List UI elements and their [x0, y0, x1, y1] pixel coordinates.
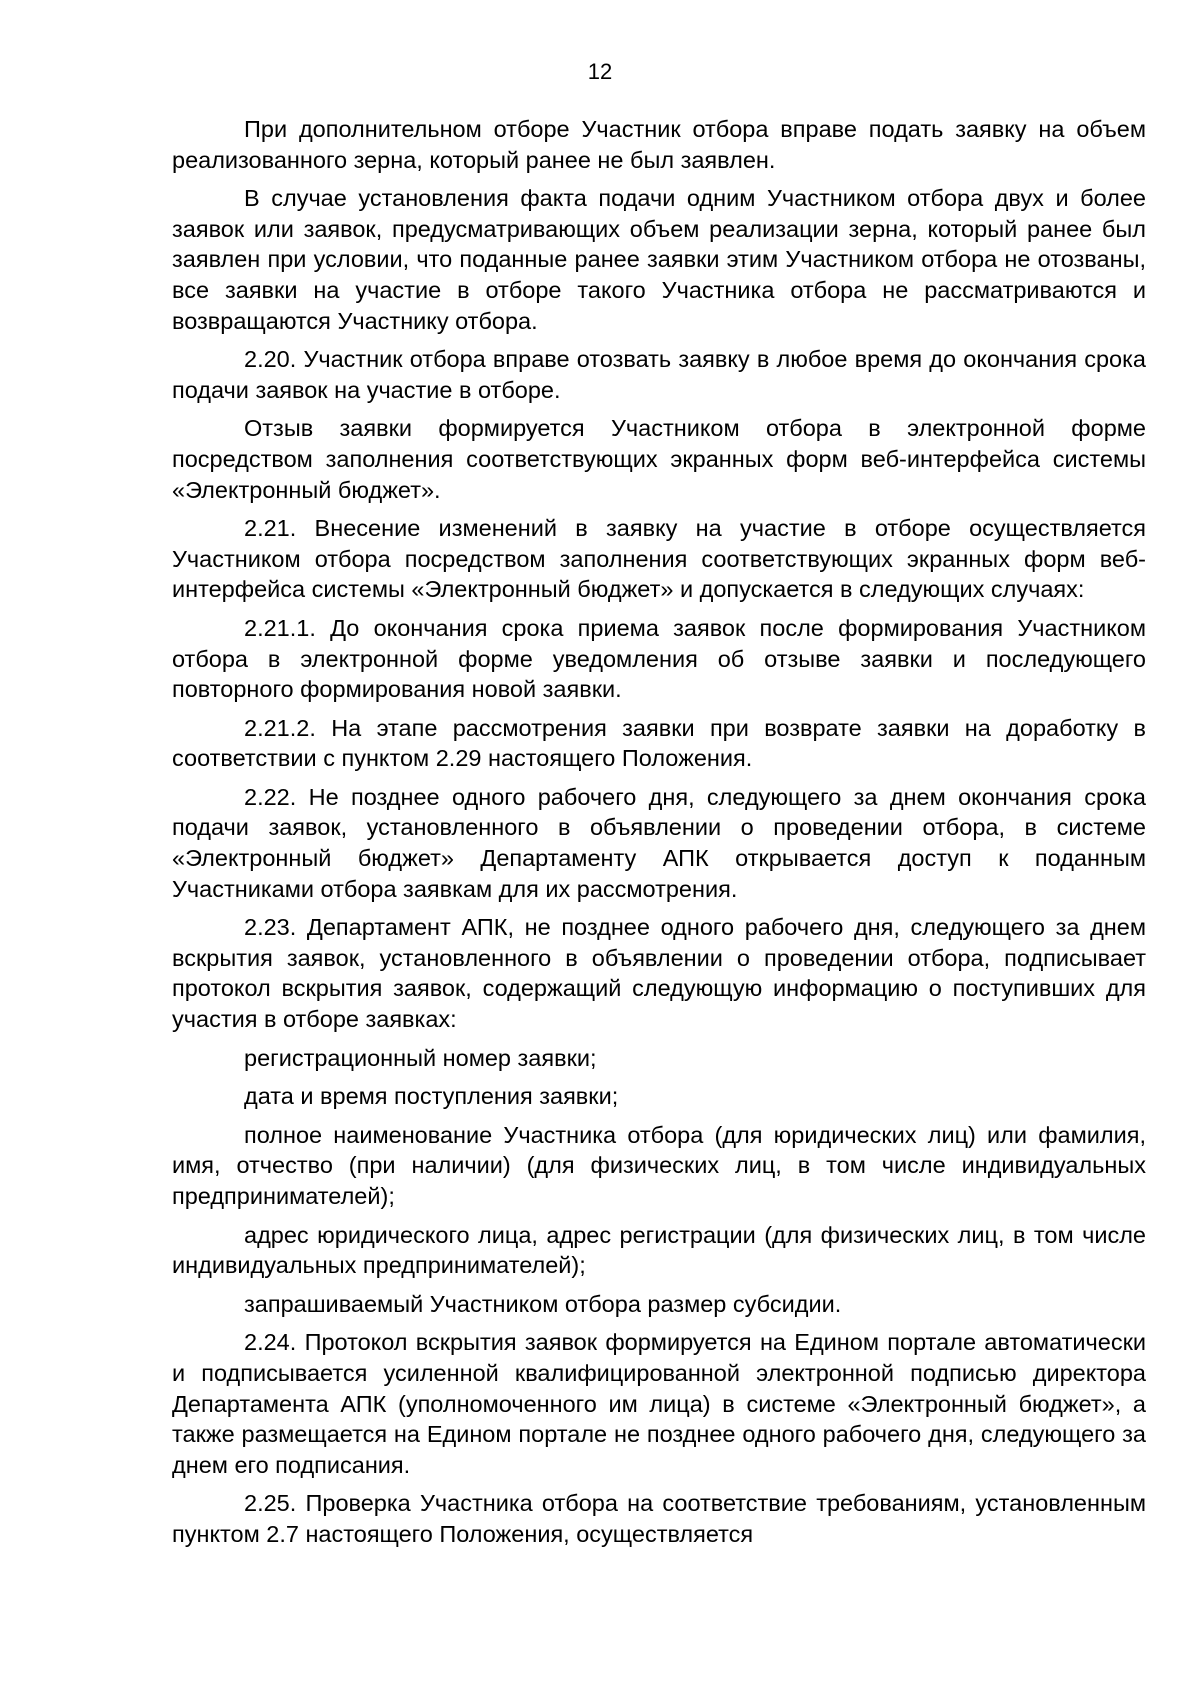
list-item-registration-number: регистрационный номер заявки; [244, 1044, 597, 1071]
list-item-subsidy-amount: запрашиваемый Участником отбора размер субсидии. [244, 1290, 842, 1317]
list-item-address: адрес юридического лица, адрес регистрации (для физических лиц, в том числе индивидуальных предпринимателей); [172, 1221, 1146, 1279]
paragraph-2-24: 2.24. Протокол вскрытия заявок формируется на Едином портале автоматически и подписывается усиленной квалифицированной электронной подписью директора Департамента АПК (уполномоченного им лица) в системе «Электронный бюджет», а также размещается на Едином портале не позднее одного рабочего дня, следующего за днем его подписания. [172, 1329, 1146, 1478]
paragraph-2-25: 2.25. Проверка Участника отбора на соответствие требованиям, установленным пунктом 2.7 настоящего Положения, осуществляется [172, 1490, 1146, 1547]
paragraph-2-21-2: 2.21.2. На этапе рассмотрения заявки при возврате заявки на доработку в соответствии с пунктом 2.29 настоящего Положения. [172, 714, 1146, 772]
paragraph-additional-selection: При дополнительном отборе Участник отбора вправе подать заявку на объем реализованного зерна, который ранее не был заявлен. [172, 116, 1146, 173]
list-item-full-name: полное наименование Участника отбора (для юридических лиц) или фамилия, имя, отчество (при наличии) (для физических лиц, в том числе индивидуальных предпринимателей); [172, 1121, 1146, 1209]
document-body [172, 114, 1146, 1558]
list-item-date-time: дата и время поступления заявки; [244, 1083, 619, 1110]
paragraph-2-21-1: 2.21.1. До окончания срока приема заявок после формирования Участником отбора в электронной форме уведомления об отзыве заявки и последующего повторного формирования новой заявки. [172, 614, 1146, 703]
paragraph-duplicate-applications: В случае установления факта подачи одним Участником отбора двух и более заявок или заявок, предусматривающих объем реализации зерна, который ранее был заявлен при условии, что поданные ранее заявки этим Участником отбора не отозваны, все заявки на участие в отборе такого Участника отбора не рассматриваются и возвращаются Участнику отбора. [172, 185, 1146, 334]
paragraph-2-23: 2.23. Департамент АПК, не позднее одного рабочего дня, следующего за днем вскрытия заявок, установленного в объявлении о проведении отбора, подписывает протокол вскрытия заявок, содержащий следующую информацию о поступивших для участия в отборе заявках: [172, 914, 1146, 1033]
paragraph-2-22: 2.22. Не позднее одного рабочего дня, следующего за днем окончания срока подачи заявок, установленного в объявлении о проведении отбора, в системе «Электронный бюджет» Департаменту АПК открывается доступ к поданным Участниками отбора заявкам для их рассмотрения. [172, 783, 1146, 902]
paragraph-2-21: 2.21. Внесение изменений в заявку на участие в отборе осуществляется Участником отбора посредством заполнения соответствующих экранных форм веб-интерфейса системы «Электронный бюджет» и допускается в следующих случаях: [172, 515, 1146, 603]
paragraph-2-20: 2.20. Участник отбора вправе отозвать заявку в любое время до окончания срока подачи заявок на участие в отборе. [172, 346, 1146, 403]
paragraph-withdrawal-form: Отзыв заявки формируется Участником отбора в электронной форме посредством заполнения соответствующих экранных форм веб-интерфейса системы «Электронный бюджет». [172, 415, 1146, 503]
page-number: 12 [587, 59, 613, 84]
